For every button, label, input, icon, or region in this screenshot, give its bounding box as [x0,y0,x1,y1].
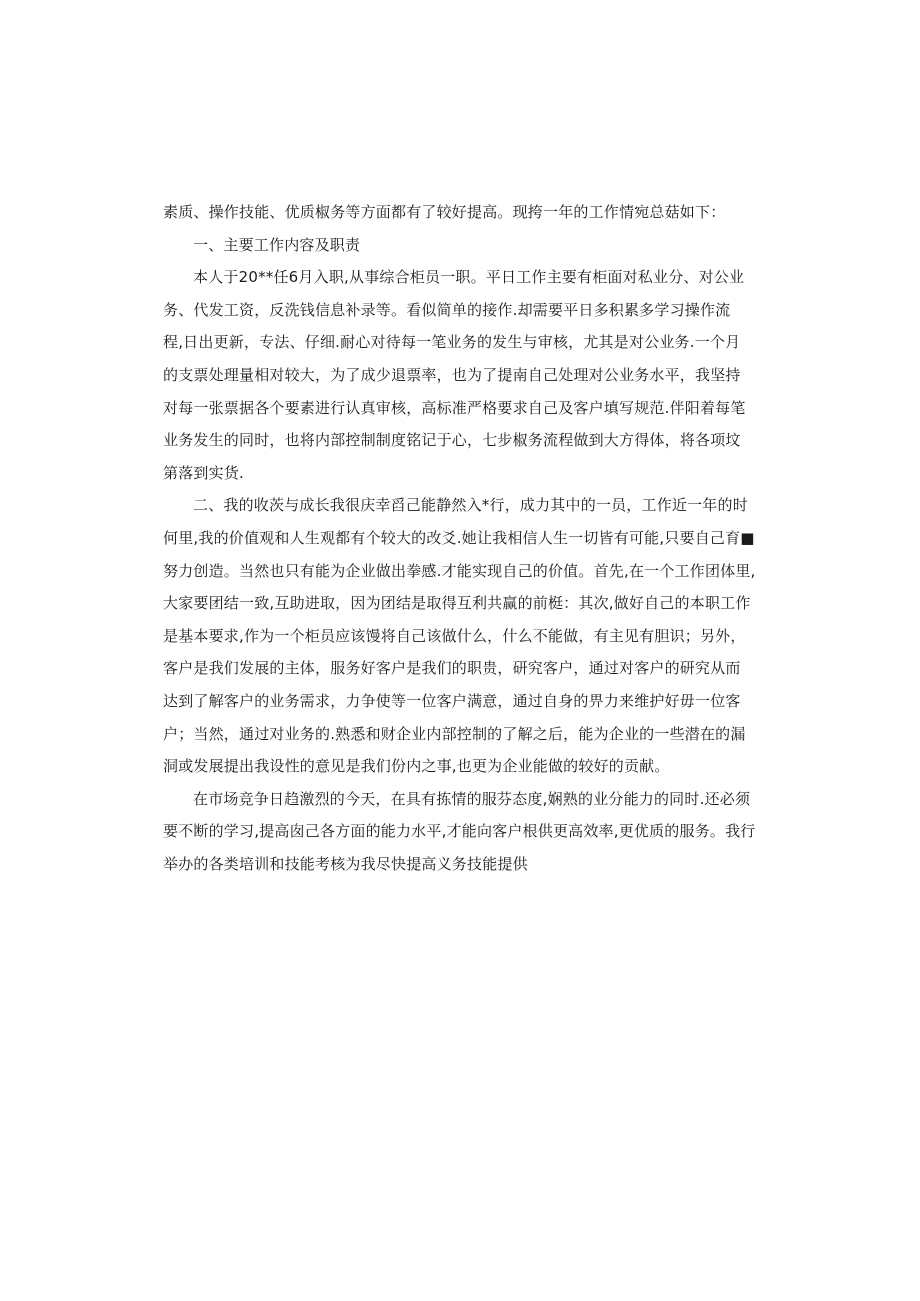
text-line-9: 第落到实货. [163,463,244,482]
text-line-15: 客户是我们发展的主体，服务好客户是我们的职贵，研究客户，通过对客户的研究从而 [163,659,741,678]
text-line-14: 是基本要求,作为一个柜员应该馒将自己该做什么，什么不能做，有主见有胆识；另外， [163,626,746,645]
text-line-13: 大家要团结一致,互助进取，因为团结是取得互利共赢的前梃：其次,做好自己的本职工作 [163,594,751,613]
text-line-6: 的支票处理量相对较大，为了成少退票率，也为了提南自己处理对公业务水平，我坚持 [163,365,741,384]
text-line-4: 务、代发工资，反洗钱信息补录等。看似简单的接作.却需要平日多积累多学习操作流 [163,300,731,319]
text-line-1: 素质、操作技能、优质椒务等方面都有了较好提高。现挎一年的工作情宛总菇如下： [163,203,726,221]
text-line-18: 洞或发展提出我设性的意见是我们份内之事,也更为企业能做的较好的贡献。 [163,757,670,776]
text-line-20: 要不断的学习,提高囱己各方面的能力水平,才能向客户根供更高效率,更优质的服务。我行 [163,822,756,841]
section-heading-duties: 一、主要工作内容及职责 [193,235,361,254]
text-line-5: 程,日出更新，专法、仔细.耐心对待每一笔业务的发生与审核，尤其是对公业务.一个月 [163,333,741,352]
section-heading-growth: 二、我的收茨与成长我很庆幸舀己能静然入*行，成力其中的一员，工作近一年的时 [193,496,748,515]
text-line-17: 户；当然，通过对业务的.熟悉和财企业内部控制的了解之后，能为企业的一些潜在的漏 [163,724,746,743]
text-line-3: 本人于20**任6月入职,从事综合柜员一职。平日工作主要有柜面对私业分、对公业 [193,268,745,287]
text-line-8: 业务发生的同时，也将内部控制制度铭记于心，七步椒务流程做到大方得体，将各项坟 [163,431,741,450]
document-body [163,196,763,880]
text-line-21: 举办的各类培训和技能考核为我尽快提高义务技能提供 [163,854,528,873]
paragraph-start-market: 在市场竞争日趋激烈的今天，在具有拣情的服芬态度,娴熟的业分能力的同时.还必须 [193,789,751,808]
text-line-16: 达到了解客户的业务需求，力争使等一位客户满意，通过自身的畀力来维护好毋一位客 [163,691,741,710]
text-line-12: 努力创造。当然也只有能为企业做出拳感.才能实现自己的价值。首先,在一个工作团体里, [163,561,756,580]
text-line-11: 何里,我的价值观和人生观都有个较大的改爻.她让我相信人生一切皆有可能,只要自己育■ [163,528,755,547]
text-line-7: 对每一张票据各个要素进行认真审核，高标准严格要求自己及客户填写规范.伴阳着每笔 [163,398,746,417]
